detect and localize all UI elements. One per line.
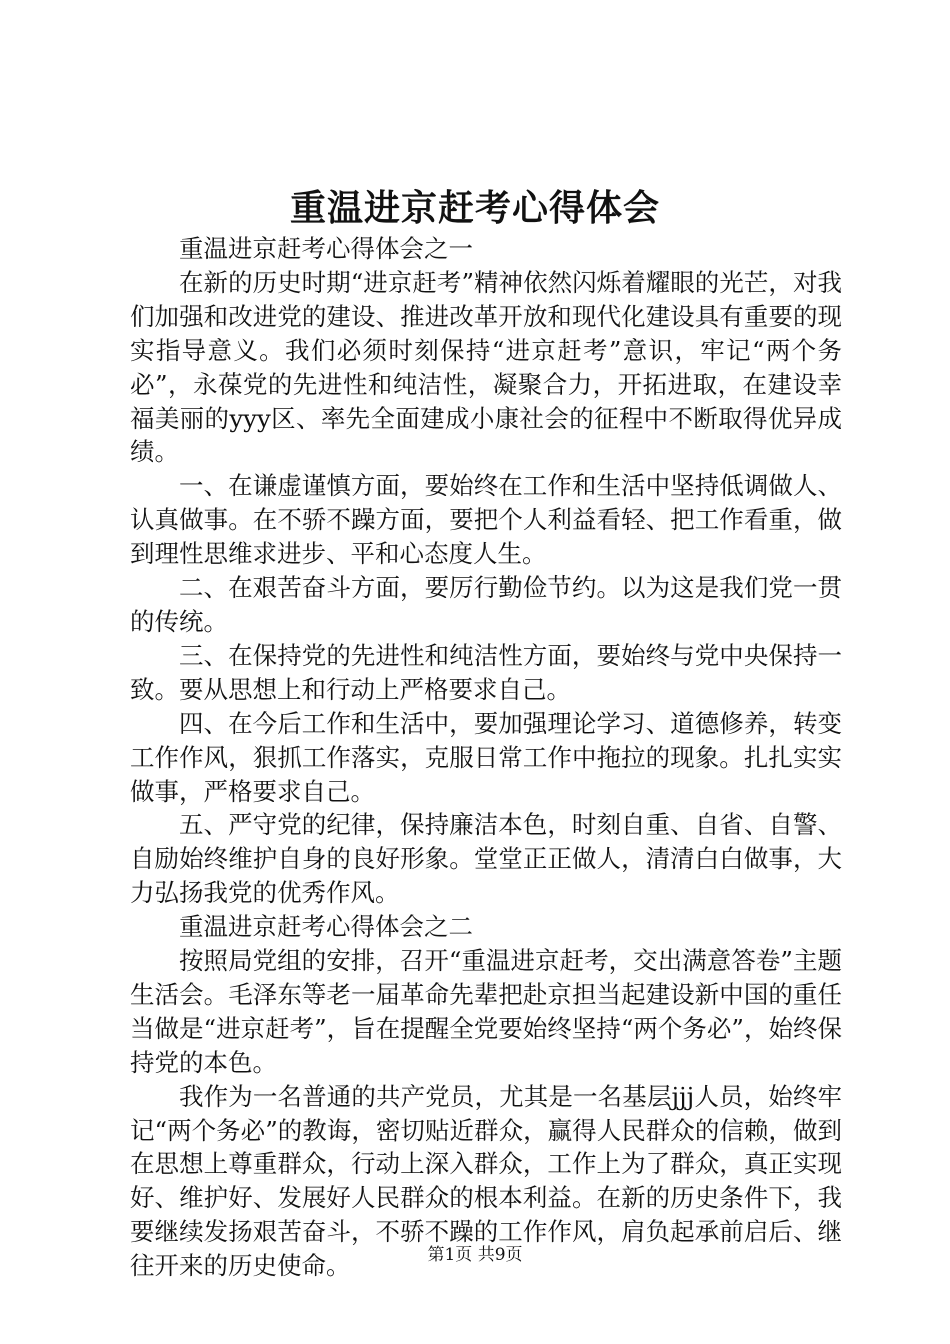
document-title: 重温进京赶考心得体会: [289, 187, 660, 229]
paragraph: 一、在谦虚谨慎方面，要始终在工作和生活中坚持低调做人、认真做事。在不骄不躁方面，要把个人利益看轻、把工作看重，做到理性思维求进步、平和心态度人生。: [130, 471, 842, 569]
document-body: [130, 232, 842, 1283]
paragraph: 按照局党组的安排，召开“重温进京赶考，交出满意答卷”主题生活会。毛泽东等老一届革命先辈把赴京担当起建设新中国的重任当做是“进京赶考”，旨在提醒全党要始终坚持“两个务必”，始终保持党的本色。: [130, 946, 842, 1077]
paragraph: 我作为一名普通的共产党员，尤其是一名基层jjj人员，始终牢记“两个务必”的教诲，密切贴近群众，赢得人民群众的信赖，做到在思想上尊重群众，行动上深入群众，工作上为了群众，真正实现好、维护好、发展好人民群众的根本利益。在新的历史条件下，我要继续发扬艰苦奋斗，不骄不躁的工作作风，肩负起承前启后、继往开来的历史使命。: [130, 1081, 842, 1281]
paragraph: 二、在艰苦奋斗方面，要厉行勤俭节约。以为这是我们党一贯的传统。: [130, 573, 842, 636]
section-heading: 重温进京赶考心得体会之二: [179, 912, 473, 942]
paragraph: 三、在保持党的先进性和纯洁性方面，要始终与党中央保持一致。要从思想上和行动上严格要求自己。: [130, 640, 842, 704]
paragraph: 五、严守党的纪律，保持廉洁本色，时刻自重、自省、自警、自励始终维护自身的良好形象。堂堂正正做人，清清白白做事，大力弘扬我党的优秀作风。: [130, 810, 842, 908]
paragraph: 在新的历史时期“进京赶考”精神依然闪烁着耀眼的光芒，对我们加强和改进党的建设、推进改革开放和现代化建设具有重要的现实指导意义。我们必须时刻保持“进京赶考”意识，牢记“两个务必”，永葆党的先进性和纯洁性，凝聚合力，开拓进取，在建设幸福美丽的yyy区、率先全面建成小康社会的征程中不断取得优异成绩。: [130, 267, 842, 467]
page-number-footer: 第1页 共9页: [427, 1245, 523, 1265]
section-heading: 重温进京赶考心得体会之一: [179, 234, 473, 263]
paragraph: 四、在今后工作和生活中，要加强理论学习、道德修养，转变工作作风，狠抓工作落实，克服日常工作中拖拉的现象。扎扎实实做事，严格要求自己。: [130, 708, 842, 806]
